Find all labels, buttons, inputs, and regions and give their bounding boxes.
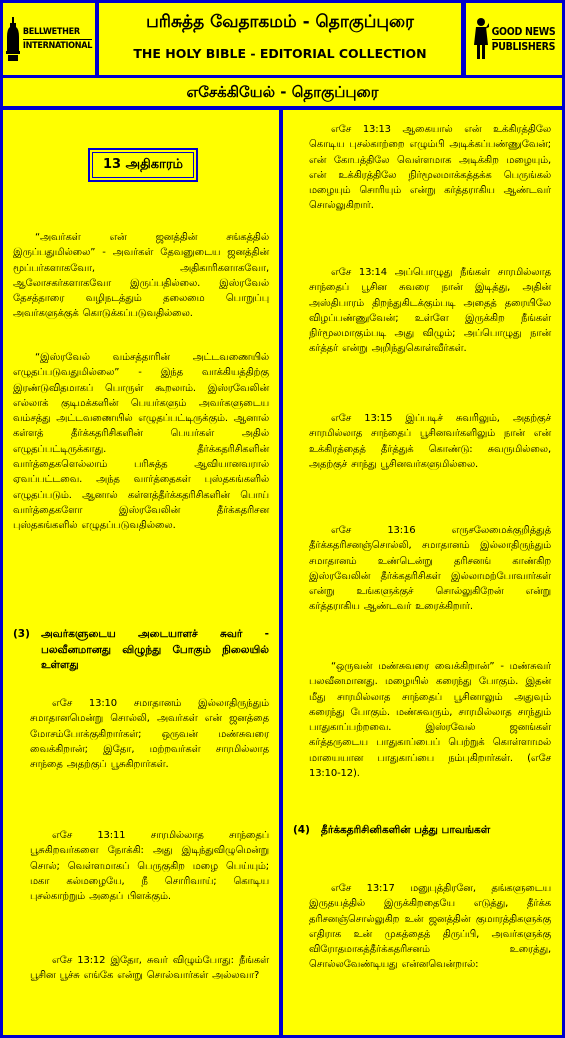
- section-title: தீர்க்கதரிசினிகளின் பத்து பாவங்கள்: [321, 824, 491, 836]
- title-english: THE HOLY BIBLE - EDITORIAL COLLECTION: [133, 46, 427, 61]
- page-header: [99, 3, 461, 75]
- verse-paragraph: எசே 13:11 சாரமில்லாத சாந்தைப் பூசுகிறவர்களை நோக்கி: அது இடிந்துவிழுமென்று சொல்; வெள்ளமாகப் பெருகுகிற மழை பெய்யும்; மகா கல்மழையே, நீ சொரிவாய்; கொடிய புசல்காற்றும் அதைப் பிளக்கும்.: [30, 830, 269, 903]
- chapter-label-box: [88, 148, 198, 182]
- chapter-label: 13 அதிகாரம்: [92, 152, 194, 178]
- section-number: (3): [13, 628, 30, 640]
- paragraph: “ஒருவன் மண்சுவரை வைக்கிறான்” - மண்சுவர் பலவீனமானது. மழையில் கரைந்து போகும். இதன் மீது சாரமில்லாத சாந்தைப் பூசினாலும் அதுவும் கரைந்து போகும். மண்சுவரும், சாரமில்லாத சாந்தும் பாதுகாப்பற்றவை. இஸ்ரவேல் ஜனங்கள் கர்த்தருடைய பாதுகாப்பைப் பெற்றுக் கொள்ளாமல் மாயையான பாதுகாப்பை நம்புகிறார்கள். (எசே 13:10-12).: [309, 661, 551, 780]
- good-news-logo: [466, 3, 562, 75]
- logo-line-2: PUBLISHERS: [491, 40, 556, 53]
- verse-paragraph: எசே 13:14 அப்பொழுது நீங்கள் சாரமில்லாத சாந்தைப் பூசின சுவரை நான் இடித்து, அதின் அஸ்திபாரம் திறந்துகிடக்கும்படி அதைத் தரையிலே விழப்பண்ணுவேன்; உள்ளே இருக்கிற நீங்கள் நிர்மூலமாகும்படி அது விழும்; அப்பொழுது நான் கர்த்தர் என்று அறிந்துகொள்வீர்கள்.: [309, 267, 551, 355]
- logo-line-1: BELLWETHER: [23, 26, 92, 40]
- verse-paragraph: எசே 13:16 எருசலேமைக்குறித்துத் தீர்க்கதரிசனஞ்சொல்லி, சமாதானம் இல்லாதிருந்தும் சமாதானம் உண்டென்று தரிசனங் காண்கிற இஸ்ரவேலின் தீர்க்கதரிசிகள் இல்லாமற்போவார்கள் என்று உங்களுக்குச் சொல்லுகிறேன் என்று கர்த்தராகிய ஆண்டவர் உரைக்கிறார்.: [309, 525, 551, 613]
- right-column: [283, 110, 562, 1035]
- bell-icon: [6, 17, 20, 61]
- logo-line-1: GOOD NEWS: [491, 25, 556, 38]
- verse-paragraph: எசே 13:10 சமாதானம் இல்லாதிருந்தும் சமாதானமென்று சொல்லி, அவர்கள் என் ஜனத்தை மோசம்போக்குகிறார்கள்; ஒருவன் மண்சுவரை வைக்கிறான்; இதோ, மற்றவர்கள் சாரமில்லாத சாந்தை அதற்குப் பூசுகிறார்கள்.: [30, 698, 269, 771]
- section-number: (4): [293, 824, 310, 836]
- verse-paragraph: எசே 13:17 மனுபுத்திரனே, தங்களுடைய இருதயத்தில் இருக்கிறதையே எடுத்து, தீர்க்க தரிசனஞ்சொல்லுகிற உன் ஜனத்தின் குமாரத்திகளுக்கு எதிராக உன் முகத்தைத் திருப்பி, அவர்களுக்கு விரோதமாகத்தீர்க்கதரிசனம் உரைத்து, சொல்லவேண்டியது என்னவென்றால்:: [309, 883, 551, 971]
- paragraph: “இஸ்ரவேல் வம்சத்தாரின் அட்டவணையில் எழுதப்படுவதுமில்லை” - இந்த வாக்கியத்திற்கு இரண்டுவிதமாகப் பொருள் கூறலாம். இஸ்ரவேலின் எல்லாக் குடிமக்களின் பெயர்களும் அவர்களுடைய வம்சத்து அட்டவணையில் எழுதப்பட்டிருக்கும். ஆனால் கள்ளத் தீர்க்கதரிசிகளின் பெயர்கள் அதில் எழுதப்பட்டிருக்காது. தீர்க்கதரிசிகளின் வார்த்தைகளெல்லாம் பரிசுத்த ஆவியானவரால் ஏவப்பட்டவை. அந்த வார்த்தைகள் புஸ்தகங்களில் எழுதப்படும். ஆனால் கள்ளத்தீர்க்கதரிசிகளின் பொய் வார்த்தைகளோ இஸ்ரவேலின் தீர்க்கதரிசன புஸ்தகங்களில் எழுதப்படுவதில்லை.: [13, 352, 269, 532]
- section-title: அவர்களுடைய அடையாளச் சுவர் - பலவீனமானது விழுந்து போகும் நிலையில் உள்ளது: [41, 628, 269, 671]
- section-heading: [293, 823, 551, 839]
- section-heading: [13, 627, 269, 674]
- verse-paragraph: எசே 13:12 இதோ, சுவர் விழும்போது: நீங்கள் பூசின பூச்சு எங்கே என்று சொல்வார்கள் அல்லவா?: [30, 955, 269, 982]
- title-tamil: பரிசுத்த வேதாகமம் - தொகுப்புரை: [146, 12, 414, 32]
- chapter-bar: [3, 78, 562, 106]
- verse-paragraph: எசே 13:15 இப்படிச் சுவரிலும், அதற்குச் சாரமில்லாத சாந்தைப் பூசினவர்களிலும் நான் என் உக்கிரத்தைத் தீர்த்துக் கொண்டு: சுவருமில்லை, அதற்குச் சாந்து பூசினவர்களுமில்லை.: [309, 413, 551, 470]
- bellwether-logo: [3, 3, 95, 75]
- paragraph: “அவர்கள் என் ஜனத்தின் சங்கத்தில் இருப்பதுமில்லை” - அவர்கள் தேவனுடைய ஜனத்தின் மூப்பர்களாகவோ, அதிகாரிகளாகவோ, ஆலோசகர்களாகவோ இருப்பதில்லை. இஸ்ரவேல் தேசத்தாரை வழிநடத்தும் தலைமை பொறுப்பு அவர்களுக்குக் கொடுக்கப்படுவதில்லை.: [13, 232, 269, 320]
- book-title: எசேக்கியேல் - தொகுப்புரை: [186, 83, 379, 101]
- logo-line-2: INTERNATIONAL: [22, 40, 93, 51]
- verse-paragraph: எசே 13:13 ஆகையால் என் உக்கிரத்திலே கொடிய புசல்காற்றை எழும்பி அடிக்கப்பண்ணுவேன்; என் கோபத்திலே வெள்ளமாக அடிக்கிற மழையும், என் உக்கிரத்திலே நிர்மூலமாக்கத்தக்க பெருங்கல் மழையும் சொரியும் என்று கர்த்தராகிய ஆண்டவர் சொல்லுகிறார்.: [309, 124, 551, 212]
- left-column: [3, 110, 279, 1035]
- herald-icon: [473, 17, 489, 61]
